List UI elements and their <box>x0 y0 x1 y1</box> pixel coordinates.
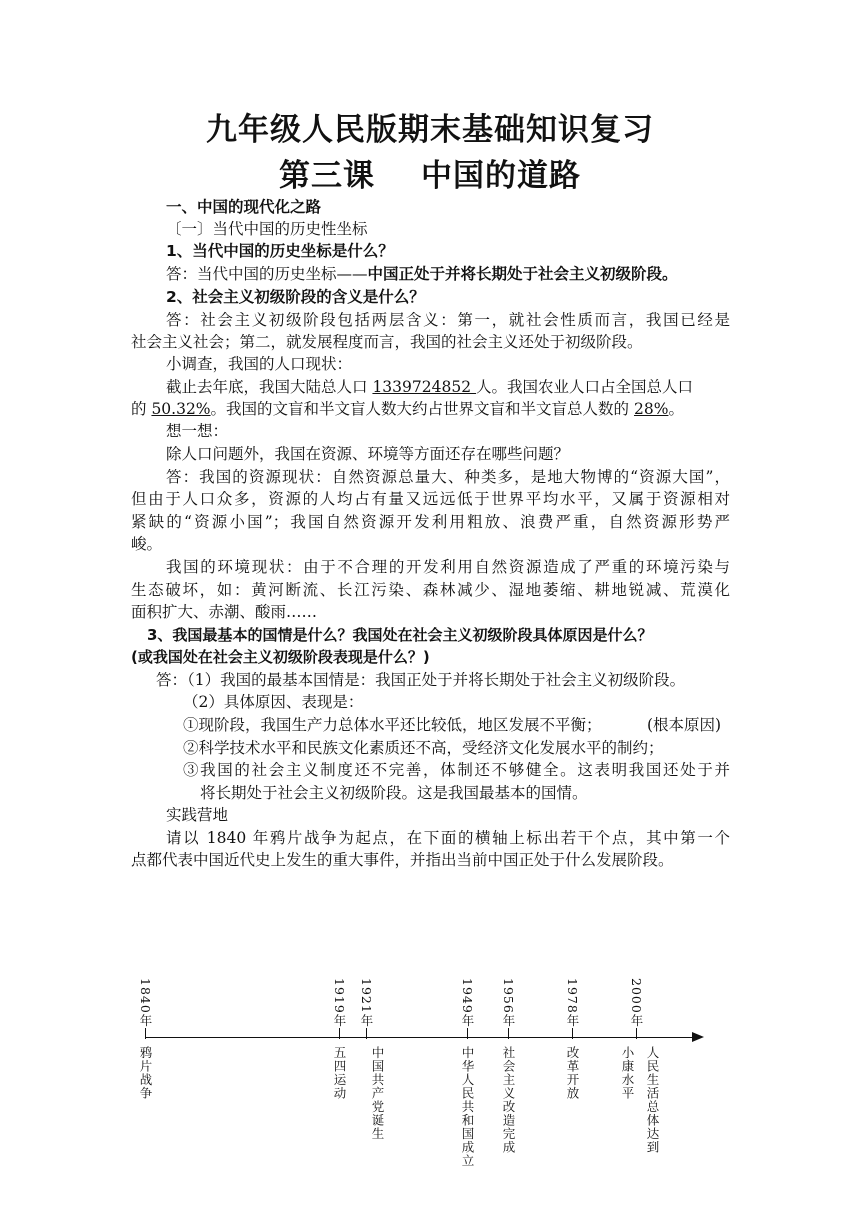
survey-heading: 小调查，我国的人口现状： <box>166 355 353 373</box>
answer-1 <box>166 263 766 285</box>
section-heading: 一、中国的现代化之路 <box>166 198 322 216</box>
practice-instruction: 点都代表中国近代史上发生的重大事件，并指出当前中国正处于什么发展阶段。 <box>131 851 674 869</box>
timeline-event: 人民生活总体达到 <box>645 1046 660 1154</box>
resource-line: 但由于人口众多，资源的人均占有量又远远低于世界平均水平，又属于资源相对 <box>131 490 730 508</box>
timeline-tick <box>467 1028 468 1039</box>
practice-instruction: 请以 1840 年鸦片战争为起点，在下面的横轴上标出若干个点，其中第一个 <box>166 829 730 847</box>
question-2: 2、社会主义初级阶段的含义是什么？ <box>166 288 425 306</box>
environment-line: 我国的环境现状：由于不合理的开发利用自然资源造成了严重的环境污染与 <box>166 558 730 576</box>
answer-3-item: ②科学技术水平和民族文化素质还不高，受经济文化发展水平的制约； <box>183 739 664 757</box>
question-1: 1、当代中国的历史坐标是什么？ <box>166 242 394 260</box>
timeline-year: 1949年 <box>460 978 475 1028</box>
agri-percent-value: 50.32% <box>151 400 211 418</box>
timeline-axis <box>145 1037 700 1038</box>
timeline-event: 中华人民共和国成立 <box>460 1046 475 1168</box>
illiterate-percent-value: 28% <box>633 400 669 418</box>
answer-3-item-text: ①现阶段，我国生产力总体水平还比较低，地区发展不平衡； <box>183 716 602 734</box>
timeline-year: 1919年 <box>332 978 347 1028</box>
question-3: (或我国处在社会主义初级阶段表现是什么？) <box>131 648 430 666</box>
lesson-title <box>0 150 860 195</box>
timeline-tick <box>636 1028 637 1039</box>
think-question: 除人口问题外，我国在资源、环境等方面还存在哪些问题？ <box>166 445 570 463</box>
timeline-event: 鸦片战争 <box>138 1046 153 1100</box>
population-value: 1339724852 <box>372 378 476 396</box>
resource-line: 紧缺的“资源小国”；我国自然资源开发利用粗放、浪费严重，自然资源形势严 <box>131 513 730 531</box>
timeline-event: 小康水平 <box>620 1046 635 1100</box>
survey-line <box>166 376 766 398</box>
root-cause-note: (根本原因) <box>647 716 722 734</box>
timeline-event: 改革开放 <box>565 1046 580 1100</box>
timeline-year: 1921年 <box>359 978 374 1028</box>
timeline-year: 1840年 <box>138 978 153 1028</box>
resource-line: 答：我国的资源现状：自然资源总量大、种类多，是地大物博的“资源大国”， <box>166 468 730 486</box>
environment-line: 生态破坏，如：黄河断流、长江污染、森林减少、湿地萎缩、耕地锐减、荒漠化 <box>131 581 730 599</box>
resource-line: 峻。 <box>131 535 163 553</box>
survey-text: 的 <box>131 400 152 418</box>
environment-line: 面积扩大、赤潮、酸雨…… <box>131 603 318 621</box>
answer-1-prefix: 答：当代中国的历史坐标—— <box>166 265 368 283</box>
survey-text: 。 <box>668 400 684 418</box>
answer-3: （2）具体原因、表现是： <box>183 693 364 711</box>
lesson-topic: 中国的道路 <box>421 158 581 194</box>
answer-3-item: ③我国的社会主义制度还不完善，体制还不够健全。这表明我国还处于并 <box>183 761 730 779</box>
survey-text: 。我国的文盲和半文盲人数大约占世界文盲和半文盲总人数的 <box>210 400 634 418</box>
practice-heading: 实践营地 <box>166 806 229 824</box>
timeline-event: 中国共产党诞生 <box>370 1046 385 1141</box>
survey-text: 截止去年底，我国大陆总人口 <box>166 378 373 396</box>
timeline-tick <box>508 1028 509 1039</box>
survey-text: 人。我国农业人口占全国总人口 <box>475 378 693 396</box>
timeline-event: 五四运动 <box>332 1046 347 1100</box>
timeline-year: 1978年 <box>565 978 580 1028</box>
timeline-arrow <box>692 1032 704 1042</box>
timeline-event: 社会主义改造完成 <box>501 1046 516 1154</box>
timeline-year: 2000年 <box>629 978 644 1028</box>
think-heading: 想一想： <box>166 422 229 440</box>
answer-3: 答：（1）我国的最基本国情是：我国正处于并将长期处于社会主义初级阶段。 <box>156 671 686 689</box>
lesson-number: 第三课 <box>279 158 375 194</box>
timeline-tick <box>572 1028 573 1039</box>
answer-2-line: 社会主义社会；第二，就发展程度而言，我国的社会主义还处于初级阶段。 <box>131 333 643 351</box>
timeline-year: 1956年 <box>501 978 516 1028</box>
timeline-tick <box>339 1028 340 1039</box>
answer-1-emphasis: 中国正处于并将长期处于社会主义初级阶段。 <box>367 265 678 283</box>
subsection-heading: 〔一〕当代中国的历史性坐标 <box>166 220 368 238</box>
answer-3-item <box>183 714 783 736</box>
question-3: 3、我国最基本的国情是什么？我国处在社会主义初级阶段具体原因是什么？ <box>147 626 653 644</box>
answer-2-line: 答：社会主义初级阶段包括两层含义：第一，就社会性质而言，我国已经是 <box>166 311 730 329</box>
document-title: 九年级人民版期末基础知识复习 <box>206 112 654 148</box>
timeline-tick <box>145 1028 146 1039</box>
timeline-tick <box>366 1028 367 1039</box>
answer-3-item: 将长期处于社会主义初级阶段。这是我国最基本的国情。 <box>200 784 588 802</box>
survey-line <box>131 398 731 420</box>
